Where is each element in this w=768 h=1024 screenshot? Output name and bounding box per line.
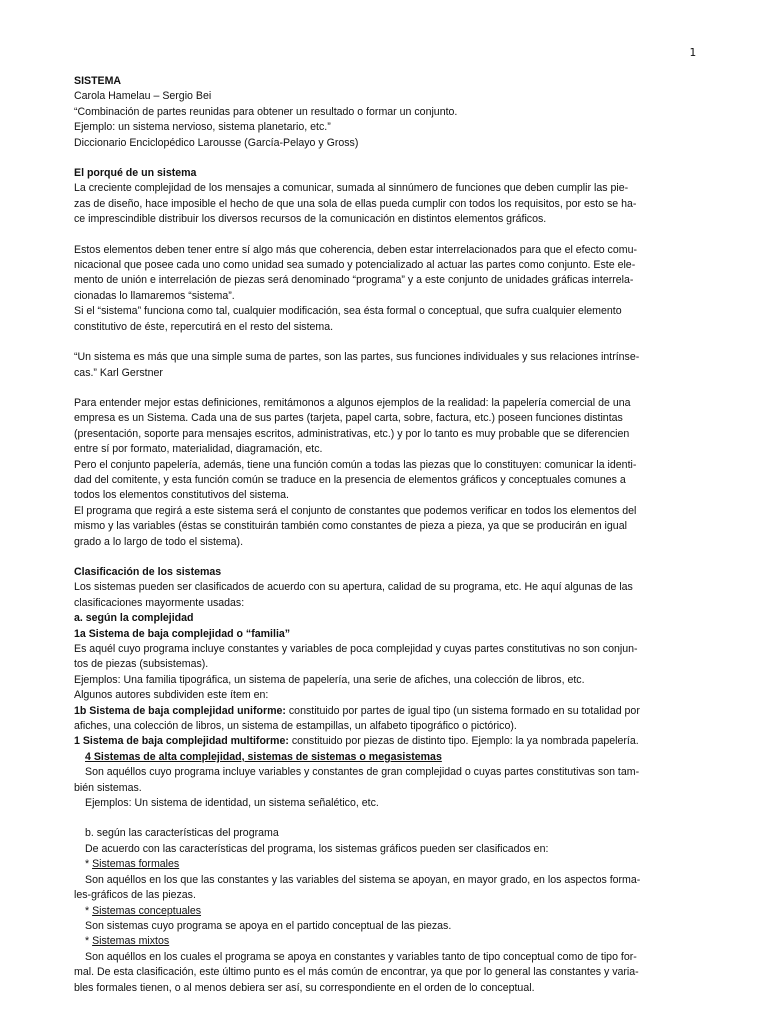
text-line: tos de piezas (subsistemas). [74, 658, 209, 671]
text-line: ce imprescindible distribuir los diversos recursos de la comunicación en distintos elementos gráficos. [74, 213, 547, 226]
definition-quote-line: “Combinación de partes reunidas para obtener un resultado o formar un conjunto. [74, 105, 458, 118]
text-line: Los sistemas pueden ser clasificados de acuerdo con su apertura, calidad de su programa, etc. He aquí algunas de las [74, 581, 633, 594]
text-line: (presentación, soporte para mensajes escritos, administrativas, etc.) y por lo tanto es muy probable que se diferencien [74, 427, 630, 440]
authors: Carola Hamelau – Sergio Bei [74, 90, 212, 103]
text-line: El programa que regirá a este sistema será el conjunto de constantes que podemos verificar en todos los elementos del [74, 504, 637, 517]
section-heading: Clasificación de los sistemas [74, 565, 222, 578]
text-line: Son sistemas cuyo programa se apoya en el partido conceptual de las piezas. [85, 919, 452, 932]
text-line: Para entender mejor estas definiciones, remitámonos a algunos ejemplos de la realidad: la papelería comercial de una [74, 396, 631, 409]
text-line: Pero el conjunto papelería, además, tiene una función común a todas las piezas que lo constituyen: comunicar la identi- [74, 458, 637, 471]
text-line: De acuerdo con las características del programa, los sistemas gráficos pueden ser clasificados en: [85, 842, 549, 855]
document-body [74, 74, 696, 996]
text-line: grado a lo largo de todo el sistema). [74, 535, 244, 548]
text-line: clasificaciones mayormente usadas: [74, 596, 245, 609]
paragraph [74, 181, 696, 227]
text-line: Si el “sistema” funciona como tal, cualquier modificación, sea ésta formal o conceptual, que sufra cualquier elemento [74, 305, 622, 318]
inline-text: constituido por piezas de distinto tipo. Ejemplo: la ya nombrada papelería. [288, 735, 639, 748]
gerstner-quote [74, 350, 696, 381]
text-line: Son aquéllos en los que las constantes y las variables del sistema se apoyan, en mayor grado, en los aspectos forma- [85, 873, 641, 886]
quote-source: Diccionario Enciclopédico Larousse (García-Pelayo y Gross) [74, 136, 359, 149]
text-line: Ejemplos: Una familia tipográfica, un sistema de papelería, una serie de afiches, una colección de libros, etc. [74, 673, 585, 686]
text-line: Algunos autores subdividen este ítem en: [74, 689, 269, 702]
text-line: Son aquéllos en los cuales el programa se apoya en constantes y variables tanto de tipo conceptual como de tipo for- [85, 950, 637, 963]
paragraph [74, 396, 696, 550]
list-item-label [74, 904, 696, 919]
list-item-label [74, 857, 696, 872]
list-item-label [74, 934, 696, 949]
text-line: constitutivo de éste, repercutirá en el resto del sistema. [74, 320, 334, 333]
text-line: Son aquéllos cuyo programa incluye variables y constantes de gran complejidad o cuyas partes constitutivas son tam- [85, 766, 640, 779]
section-heading: El porqué de un sistema [74, 167, 197, 180]
inline-text: constituido por partes de igual tipo (un sistema formado en su totalidad por [285, 704, 640, 717]
text-line: Ejemplos: Un sistema de identidad, un sistema señalético, etc. [85, 797, 379, 810]
subsection-heading: a. según la complejidad [74, 612, 194, 625]
text-line: mento de unión e interrelación de piezas será denominado “programa” y a este conjunto de unidades gráficas interrela- [74, 274, 634, 287]
text-line: entre sí por formato, materialidad, diagramación, etc. [74, 443, 323, 456]
text-line: todos los elementos constitutivos del sistema. [74, 489, 289, 502]
text-line: “Un sistema es más que una simple suma de partes, son las partes, sus funciones individuales y sus relaciones intrínse- [74, 351, 640, 364]
text-line: empresa es un Sistema. Cada una de sus partes (tarjeta, papel carta, sobre, factura, etc.) poseen funciones distintas [74, 412, 623, 425]
category-label: Sistemas mixtos [92, 935, 170, 948]
text-line: La creciente complejidad de los mensajes a comunicar, sumada al sinnúmero de funciones que deben cumplir las pie- [74, 182, 629, 195]
text-line: cionadas lo llamaremos “sistema”. [74, 289, 235, 302]
text-line: les-gráficos de las piezas. [74, 889, 196, 902]
text-line: Estos elementos deben tener entre sí algo más que coherencia, deben estar interrelacionados para que el efecto comu- [74, 243, 637, 256]
category-label: Sistemas conceptuales [92, 904, 202, 917]
text-line: mal. De esta clasificación, este último punto es el más común de encontrar, ya que por lo general las constantes y varia- [74, 966, 639, 979]
definition-quote-line: Ejemplo: un sistema nervioso, sistema planetario, etc.” [74, 121, 331, 134]
text-line: afiches, una colección de libros, un sistema de estampillas, un alfabeto tipográfico o pictórico). [74, 720, 517, 733]
text-line: zas de diseño, hace imposible el hecho de que una sola de ellas pueda cumplir con todos los requisitos, por esto se ha- [74, 197, 637, 210]
text-line: bién sistemas. [74, 781, 142, 794]
text-line: nicacional que posee cada uno como unidad sea sumado y potencializado al actuar las partes como conjunto. Este ele- [74, 259, 636, 272]
page-number: 1 [689, 46, 696, 59]
text-line: Es aquél cuyo programa incluye constantes y variables de poca complejidad y cuyas partes constitutivas no son conjun- [74, 643, 638, 655]
subsection-heading: 1a Sistema de baja complejidad o “familia” [74, 627, 291, 640]
subsection-heading: 4 Sistemas de alta complejidad, sistemas de sistemas o megasistemas [85, 750, 442, 763]
text-line: cas.” Karl Gerstner [74, 366, 163, 379]
category-label: Sistemas formales [92, 858, 180, 871]
bullet-asterisk: * [85, 904, 93, 917]
bullet-asterisk: * [85, 935, 93, 948]
inline-heading: 1b Sistema de baja complejidad uniforme: [74, 704, 286, 717]
text-line [74, 734, 696, 749]
paragraph [74, 243, 696, 335]
text-line: bles formales tienen, o al menos debiera ser así, su correspondiente en el orden de lo conceptual. [74, 981, 535, 994]
text-line: dad del comitente, y esta función común se traduce en la presencia de elementos gráficos y conceptuales comunes a [74, 473, 626, 486]
text-line [74, 704, 696, 719]
bullet-asterisk: * [85, 858, 93, 871]
subsection-heading: b. según las características del programa [85, 827, 279, 840]
text-line: mismo y las variables (éstas se constituirán también como constantes de pieza a pieza, ya que se producirán en igual [74, 520, 627, 533]
inline-heading: 1 Sistema de baja complejidad multiforme: [74, 735, 289, 748]
document-title: SISTEMA [74, 75, 122, 87]
